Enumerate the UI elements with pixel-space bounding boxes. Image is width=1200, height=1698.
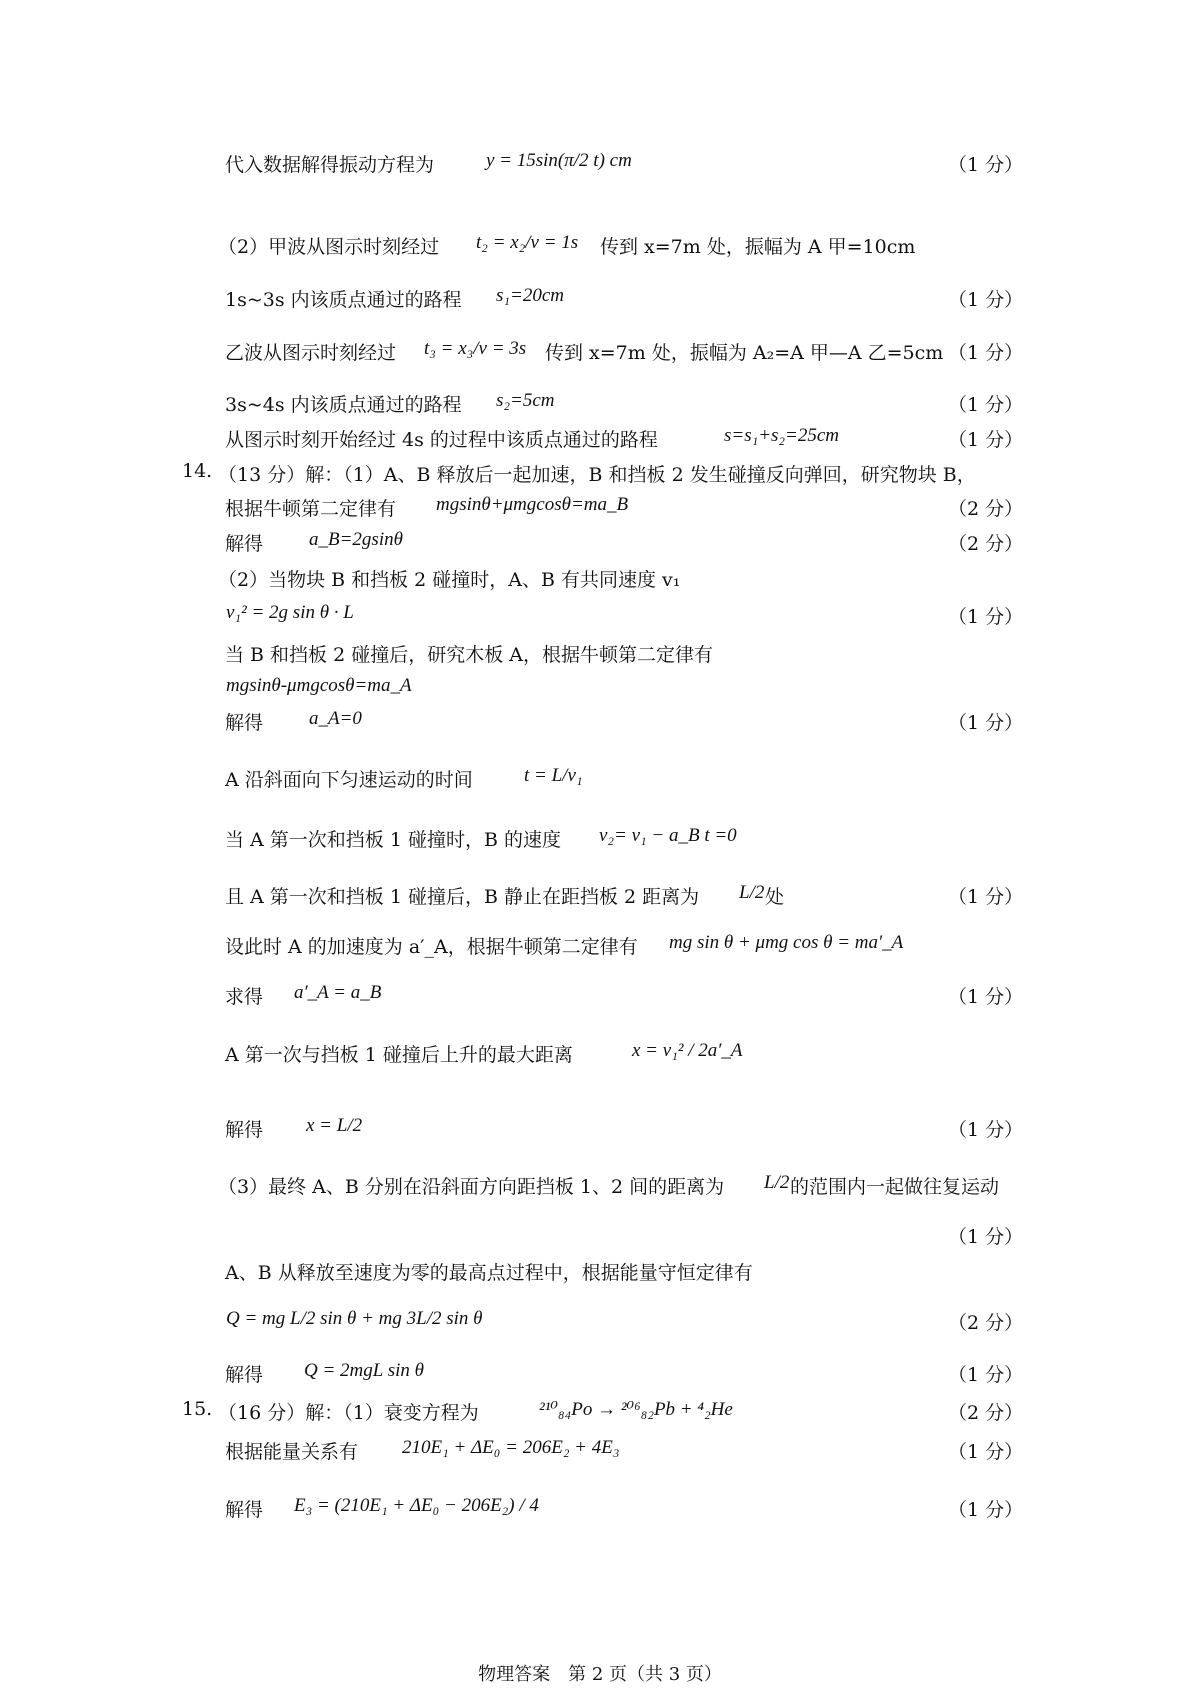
- score-label: （1 分）: [948, 394, 1024, 416]
- line-text: 解得: [225, 1499, 264, 1521]
- line-text: A 沿斜面向下匀速运动的时间: [225, 769, 473, 791]
- distance-equation: x = v₁² / 2a′_A: [632, 1040, 743, 1061]
- line-text: 乙波从图示时刻经过: [225, 342, 397, 364]
- line-text: 根据能量关系有: [225, 1441, 359, 1463]
- line-text: 传到 x=7m 处，振幅为 A 甲=10cm: [600, 236, 916, 258]
- line-text: 解得: [225, 1364, 264, 1386]
- line-text: 解得: [225, 533, 264, 555]
- distance-fraction: L/2: [739, 882, 765, 903]
- score-label: （2 分）: [948, 533, 1024, 555]
- score-label: （1 分）: [948, 606, 1024, 628]
- line-text: 解得: [225, 712, 264, 734]
- score-label: （1 分）: [948, 429, 1024, 451]
- energy-equation: Q = mg L/2 sin θ + mg 3L/2 sin θ: [226, 1308, 483, 1329]
- score-label: （1 分）: [948, 886, 1024, 908]
- score-label: （1 分）: [948, 1499, 1024, 1521]
- score-label: （2 分）: [948, 1312, 1024, 1334]
- score-label: （1 分）: [948, 712, 1024, 734]
- energy-equation: 210E₁ + ΔE₀ = 206E₂ + 4E₃: [402, 1437, 620, 1458]
- line-text: 设此时 A 的加速度为 a′_A，根据牛顿第二定律有: [225, 936, 638, 958]
- line-text: 的范围内一起做往复运动: [790, 1176, 1000, 1198]
- result-equation: a_A=0: [309, 708, 362, 729]
- line-text: （2）当物块 B 和挡板 2 碰撞时，A、B 有共同速度 v₁: [218, 569, 681, 591]
- line-text: （13 分）解：（1）A、B 释放后一起加速，B 和挡板 2 发生碰撞反向弹回，研究物块 B，: [218, 464, 976, 486]
- newton-equation: mgsinθ-μmgcosθ=ma_A: [226, 675, 412, 696]
- score-label: （1 分）: [948, 289, 1024, 311]
- line-text: 1s~3s 内该质点通过的路程: [225, 289, 462, 311]
- line-text: 当 B 和挡板 2 碰撞后，研究木板 A，根据牛顿第二定律有: [225, 644, 713, 666]
- score-label: （1 分）: [948, 154, 1024, 176]
- time-equation: t₃ = x₃/v = 3s: [424, 338, 527, 359]
- velocity-equation: v₁² = 2g sin θ · L: [226, 602, 354, 623]
- line-text: 处: [765, 886, 785, 908]
- time-equation: t₂ = x₂/v = 1s: [476, 232, 579, 253]
- page-footer: 物理答案 第 2 页（共 3 页）: [478, 1664, 722, 1685]
- line-text: 解得: [225, 1119, 264, 1141]
- distance-fraction: L/2: [764, 1172, 790, 1193]
- line-text: 从图示时刻开始经过 4s 的过程中该质点通过的路程: [225, 429, 658, 451]
- path-equation: s₂=5cm: [496, 390, 555, 411]
- result-equation: a′_A = a_B: [294, 982, 382, 1003]
- score-label: （2 分）: [948, 1402, 1024, 1424]
- line-text: （2）甲波从图示时刻经过: [218, 236, 440, 258]
- score-label: （1 分）: [948, 986, 1024, 1008]
- question-number: 14.: [182, 460, 213, 482]
- line-text: （3）最终 A、B 分别在沿斜面方向距挡板 1、2 间的距离为: [218, 1176, 725, 1198]
- result-equation: x = L/2: [306, 1115, 363, 1136]
- line-text: 3s~4s 内该质点通过的路程: [225, 394, 462, 416]
- path-equation: s₁=20cm: [496, 285, 564, 306]
- decay-equation: ²¹⁰₈₄Po → ²⁰⁶₈₂Pb + ⁴₂He: [539, 1399, 733, 1420]
- line-text: A 第一次与挡板 1 碰撞后上升的最大距离: [225, 1044, 573, 1066]
- result-equation: Q = 2mgL sin θ: [304, 1360, 424, 1381]
- line-text: 根据牛顿第二定律有: [225, 498, 397, 520]
- path-equation: s=s₁+s₂=25cm: [724, 425, 840, 446]
- score-label: （2 分）: [948, 498, 1024, 520]
- score-label: （1 分）: [948, 1119, 1024, 1141]
- line-text: 代入数据解得振动方程为: [225, 154, 435, 176]
- line-text: 当 A 第一次和挡板 1 碰撞时，B 的速度: [225, 829, 561, 851]
- score-label: （1 分）: [948, 342, 1024, 364]
- line-text: 求得: [225, 986, 264, 1008]
- line-text: 且 A 第一次和挡板 1 碰撞后，B 静止在距挡板 2 距离为: [225, 886, 700, 908]
- line-text: （16 分）解：（1）衰变方程为: [218, 1402, 479, 1424]
- newton-equation: mgsinθ+μmgcosθ=ma_B: [436, 494, 629, 515]
- line-text: A、B 从释放至速度为零的最高点过程中，根据能量守恒定律有: [225, 1262, 753, 1284]
- line-text: 传到 x=7m 处，振幅为 A₂=A 甲—A 乙=5cm: [545, 342, 944, 364]
- time-equation: t = L/v₁: [524, 765, 583, 786]
- result-equation: a_B=2gsinθ: [309, 529, 403, 550]
- score-label: （1 分）: [948, 1226, 1024, 1248]
- question-number: 15.: [182, 1398, 213, 1420]
- score-label: （1 分）: [948, 1364, 1024, 1386]
- newton-equation: mg sin θ + μmg cos θ = ma′_A: [669, 932, 904, 953]
- energy-result-equation: E₃ = (210E₁ + ΔE₀ − 206E₂) / 4: [294, 1495, 539, 1516]
- score-label: （1 分）: [948, 1441, 1024, 1463]
- vibration-equation: y = 15sin(π/2 t) cm: [486, 150, 632, 171]
- velocity-equation: v₂= v₁ − a_B t =0: [599, 825, 737, 846]
